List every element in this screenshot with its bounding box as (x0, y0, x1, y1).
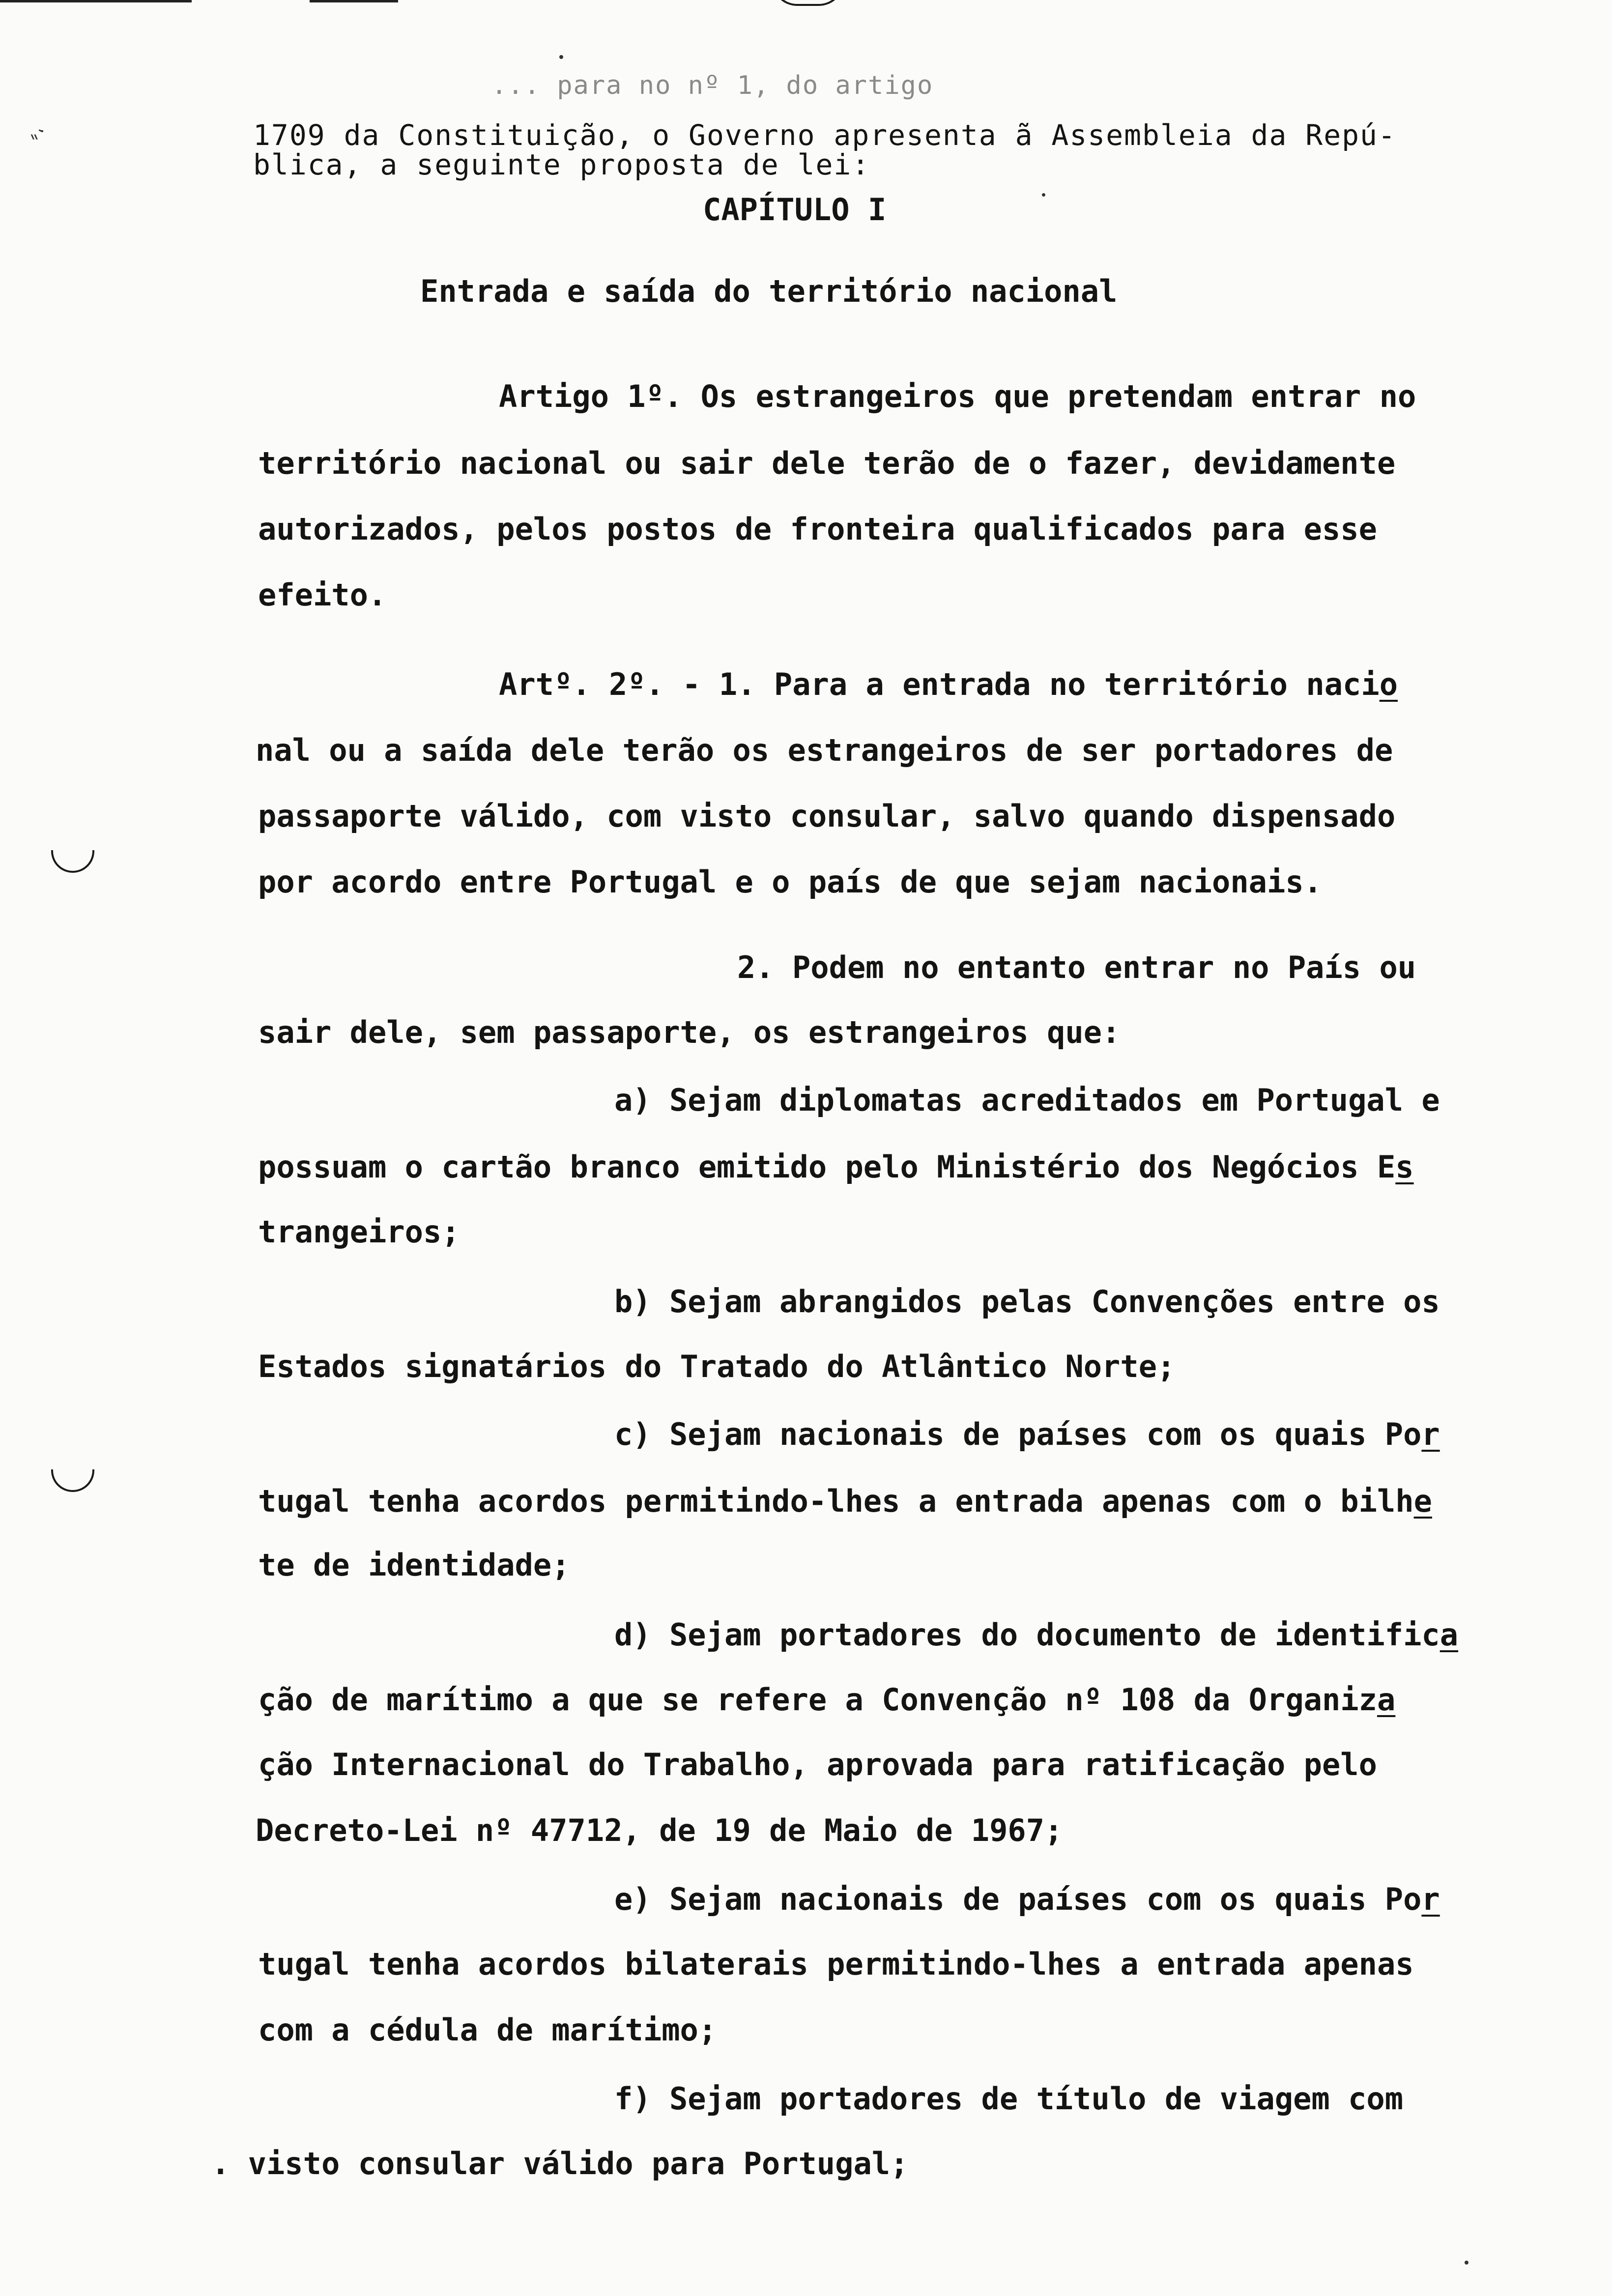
item-b-line-1: b) Sejam abrangidos pelas Convenções entre os (614, 1284, 1440, 1320)
text: ção de marítimo a que se refere a Convenção nº 108 da Organiz (258, 1682, 1377, 1718)
article-1-line-4: efeito. (258, 577, 387, 613)
text: possuam o cartão branco emitido pelo Ministério dos Negócios E (258, 1149, 1396, 1185)
text: c) Sejam nacionais de países com os quais Po (614, 1416, 1422, 1452)
item-f-line-1: f) Sejam portadores de título de viagem com (614, 2081, 1404, 2117)
article-1-line-3: autorizados, pelos postos de fronteira qualificados para esse (258, 511, 1377, 547)
text-hyphenation-mark: s (1395, 1149, 1414, 1185)
article-2-line-2: nal ou a saída dele terão os estrangeiros de ser portadores de (256, 732, 1393, 768)
item-c-line-3: te de identidade; (258, 1547, 570, 1583)
text: tugal tenha acordos permitindo-lhes a entrada apenas com o bilh (258, 1483, 1414, 1519)
punch-hole-mark-2 (51, 1469, 94, 1492)
text-hyphenation-mark: r (1421, 1416, 1440, 1452)
text-hyphenation-mark: a (1377, 1682, 1396, 1718)
scan-edge-line-left (0, 0, 192, 2)
item-e-line-2: tugal tenha acordos bilaterais permitindo-lhes a entrada apenas (258, 1946, 1414, 1982)
text-hyphenation-mark: o (1379, 666, 1398, 702)
article-1-line-1: Artigo 1º. Os estrangeiros que pretendam entrar no (499, 378, 1416, 414)
item-e-line-1 (614, 1881, 1440, 1917)
scan-edge-line-mid (310, 0, 398, 2)
article-2-line-3: passaporte válido, com visto consular, salvo quando dispensado (258, 798, 1396, 834)
text: d) Sejam portadores do documento de identific (614, 1617, 1440, 1653)
item-d-line-3: ção Internacional do Trabalho, aprovada para ratificação pelo (258, 1747, 1377, 1782)
article-1-line-2: território nacional ou sair dele terão de o fazer, devidamente (258, 445, 1396, 481)
item-a-line-2 (258, 1149, 1414, 1185)
article-2-line-1 (499, 666, 1398, 702)
margin-scribble: ʼ⸗ (25, 128, 47, 140)
chapter-subtitle: Entrada e saída do território nacional (420, 273, 1118, 309)
article-2-para-2-line-1: 2. Podem no entanto entrar no País ou (737, 949, 1416, 985)
preamble-line-1: 1709 da Constituição, o Governo apresenta ã Assembleia da Repú- (253, 118, 1396, 152)
text: e) Sejam nacionais de países com os quais Po (614, 1881, 1422, 1917)
speck (559, 55, 563, 59)
item-f-line-2: . visto consular válido para Portugal; (211, 2146, 909, 2181)
text-hyphenation-mark: e (1413, 1483, 1432, 1519)
item-d-line-1 (614, 1617, 1459, 1653)
article-2-line-4: por acordo entre Portugal e o país de que sejam nacionais. (258, 864, 1322, 900)
article-2-para-2-line-2: sair dele, sem passaporte, os estrangeiros que: (258, 1014, 1121, 1050)
text: Artº. 2º. - 1. Para a entrada no território naci (499, 666, 1380, 702)
item-e-line-3: com a cédula de marítimo; (258, 2012, 717, 2048)
item-d-line-2 (258, 1682, 1396, 1718)
speck (1465, 2261, 1468, 2265)
item-d-line-4: Decreto-Lei nº 47712, de 19 de Maio de 1967; (256, 1812, 1063, 1848)
item-a-line-3: trangeiros; (258, 1214, 460, 1250)
text-hyphenation-mark: a (1439, 1617, 1459, 1653)
preamble-line-2: blica, a seguinte proposta de lei: (253, 148, 870, 181)
text-hyphenation-mark: r (1421, 1881, 1440, 1917)
punch-hole-mark-1 (51, 850, 94, 873)
scan-arc-top (772, 0, 844, 6)
item-a-line-1: a) Sejam diplomatas acreditados em Portugal e (614, 1082, 1440, 1118)
item-b-line-2: Estados signatários do Tratado do Atlântico Norte; (258, 1349, 1176, 1384)
speck (1042, 193, 1045, 197)
chapter-title: CAPÍTULO I (703, 192, 887, 228)
item-c-line-2 (258, 1483, 1432, 1519)
item-c-line-1 (614, 1416, 1440, 1452)
preamble-faded-line: ... para no nº 1, do artigo (491, 71, 934, 100)
